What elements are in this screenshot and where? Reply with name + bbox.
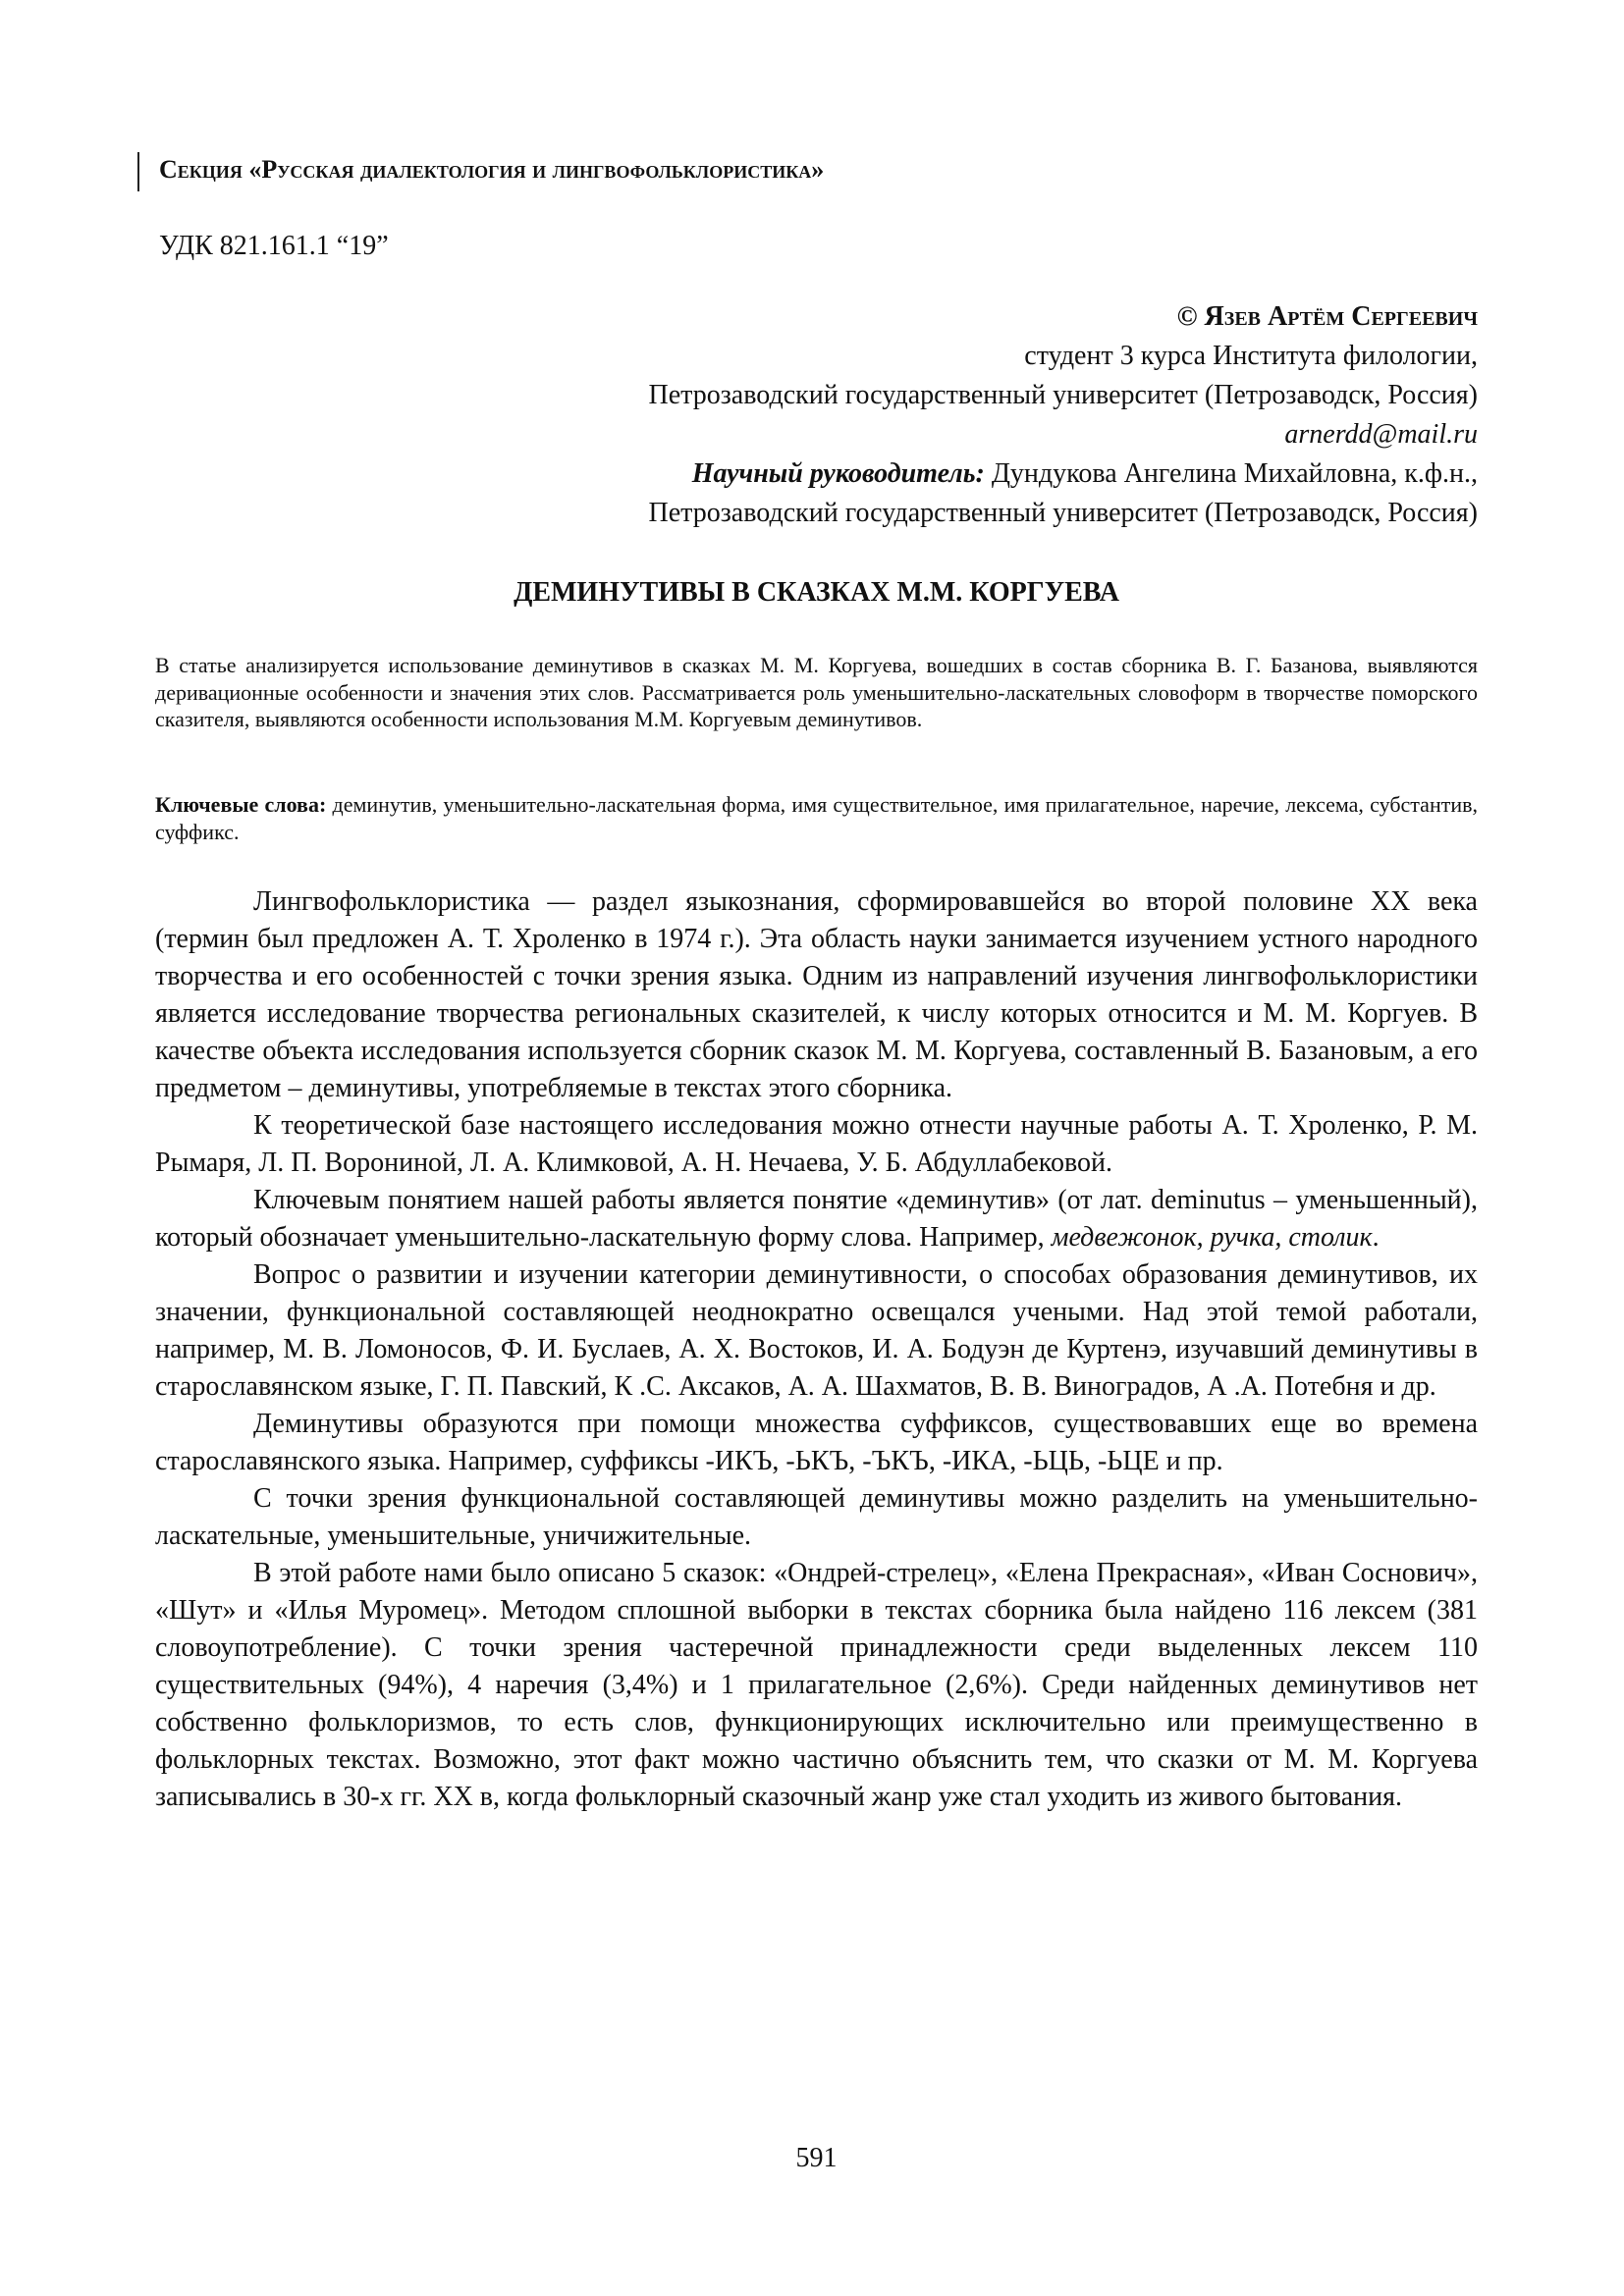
udk-code: УДК 821.161.1 “19” [159,231,389,261]
author-email[interactable]: arnerdd@mail.ru [1284,419,1478,450]
body-paragraph-5: Деминутивы образуются при помощи множества суффиксов, существовавших еще во времена старославянского языка. Например, суффиксы -ИКЪ, -ЬКЪ, -ЪКЪ, -ИКА, -ЬЦЬ, -ЬЦЕ и пр. [155,1409,1478,1476]
body-paragraph-4: Вопрос о развитии и изучении категории деминутивности, о способах образования деминутивов, их значении, функциональной составляющей неоднократно освещался учеными. Над этой темой работали, например, М. В. Ломоносов, Ф. И. Буслаев, А. Х. Востоков, И. А. Бодуэн де Куртенэ, изучавший деминутивы в старославянском языке, Г. П. Павский, К .С. Аксаков, А. А. Шахматов, В. В. Виноградов, А .А. Потебня и др. [155,1259,1478,1402]
author-affiliation: Петрозаводский государственный университет (Петрозаводск, Россия) [648,380,1478,410]
keywords-label: Ключевые слова: [155,792,327,817]
abstract: В статье анализируется использование деминутивов в сказках М. М. Коргуева, вошедших в состав сборника В. Г. Базанова, выявляются деривационные особенности и значения этих слов. Рассматривается роль уменьшительно-ласкательных словоформ в творчестве поморского сказителя, выявляются особенности использования М.М. Коргуевым деминутивов. [155,653,1478,731]
article-title: ДЕМИНУТИВЫ В СКАЗКАХ М.М. КОРГУЕВА [514,577,1119,608]
author-name: © Язев Артём Сергеевич [1176,301,1478,332]
keywords-list: деминутив, уменьшительно-ласкательная форма, имя существительное, имя прилагательное, наречие, лексема, субстантив, суффикс. [155,792,1478,844]
author-block [155,297,1478,533]
body-paragraph-7: В этой работе нами было описано 5 сказок: «Ондрей-стрелец», «Елена Прекрасная», «Иван Соснович», «Шут» и «Илья Муромец». Методом сплошной выборки в текстах сборника была найдено 116 лексем (381 словоупотребление). С точки зрения частеречной принадлежности среди выделенных лексем 110 существительных (94%), 4 наречия (3,4%) и 1 прилагательное (2,6%). Среди найденных деминутивов нет собственно фольклоризмов, то есть слов, функционирующих исключительно или преимущественно в фольклорных текстах. Возможно, этот факт можно частично объяснить тем, что сказки от М. М. Коргуева записывались в 30-х гг. XX в, когда фольклорный сказочный жанр уже стал уходить из живого бытования. [155,1558,1478,1812]
paragraph-3-text: Ключевым понятием нашей работы является понятие «деминутив» (от лат. deminutus – уменьшенный), который обозначает уменьшительно-ласкательную форму слова. Например, [155,1185,1478,1253]
body-paragraph-6: С точки зрения функциональной составляющей деминутивы можно разделить на уменьшительно-ласкательные, уменьшительные, уничижительные. [155,1483,1478,1551]
keywords [155,791,1478,846]
section-header: Секция «Русская диалектология и лингвофольклористика» [159,155,825,184]
section-margin-bar [137,152,139,191]
supervisor-affiliation: Петрозаводский государственный университет (Петрозаводск, Россия) [648,498,1478,528]
paragraph-3-examples: медвежонок, ручка, столик [1051,1222,1373,1253]
body-paragraph-3 [155,1182,1478,1256]
supervisor-label: Научный руководитель: [691,458,985,489]
paragraph-3-end: . [1372,1222,1380,1253]
author-position: студент 3 курса Института филологии, [1024,341,1478,371]
supervisor-name: Дундукова Ангелина Михайловна, к.ф.н., [984,458,1478,489]
article-body [155,883,1478,1816]
supervisor-line [155,454,1478,494]
page-number: 591 [795,2143,838,2173]
body-paragraph-1: Лингвофольклористика — раздел языкознания, сформировавшейся во второй половине XX века (термин был предложен А. Т. Хроленко в 1974 г.). Эта область науки занимается изучением устного народного творчества и его особенностей с точки зрения языка. Одним из направлений изучения лингвофольклористики является исследование творчества региональных сказителей, к числу которых относится и М. М. Коргуев. В качестве объекта исследования используется сборник сказок М. М. Коргуева, составленный В. Базановым, а его предметом – деминутивы, употребляемые в текстах этого сборника. [155,886,1478,1103]
body-paragraph-2: К теоретической базе настоящего исследования можно отнести научные работы А. Т. Хроленко, Р. М. Рымаря, Л. П. Ворониной, Л. А. Климковой, А. Н. Нечаева, У. Б. Абдуллабековой. [155,1110,1478,1178]
